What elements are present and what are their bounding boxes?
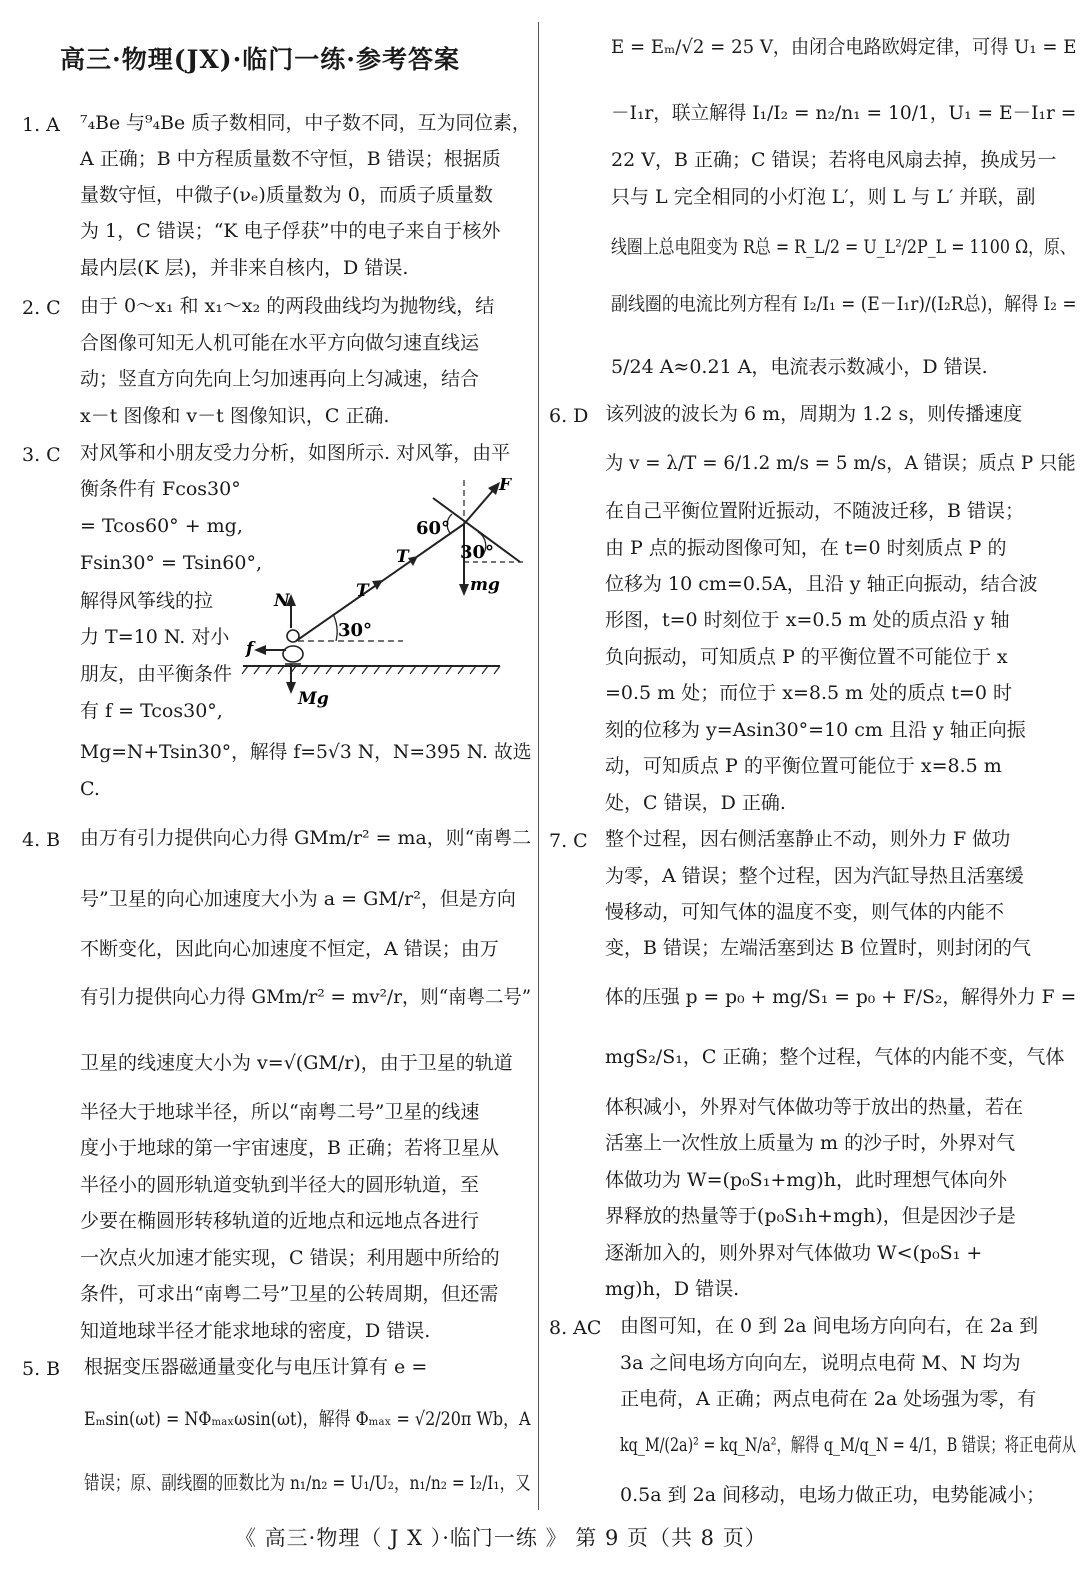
q8-line: 正电荷，A 正确；两点电荷在 2a 处场强为零，有 [620,1388,1037,1410]
q7-line: 整个过程，因右侧活塞静止不动，则外力 F 做功 [605,828,1011,850]
q7-line: 体的压强 p = p₀ + mg/S₁ = p₀ + F/S₂，解得外力 F = [605,986,1077,1008]
q2-line: x－t 图像和 v－t 图像知识，C 正确. [80,405,390,427]
q6-line: 在自己平衡位置附近振动，不随波迁移，B 错误； [605,500,1025,522]
force-Mg-arrowhead [286,682,296,694]
q8-line: 由图可知，在 0 到 2a 间电场方向向右，在 2a 到 [620,1315,1039,1337]
label-30deg-kite: 30° [460,542,495,563]
child-figure [283,630,303,664]
q6-line: 位移为 10 cm=0.5A，且沿 y 轴正向振动，结合波 [605,573,1038,595]
q1-line: 为 1，C 错误；“K 电子俘获”中的电子来自于核外 [80,220,501,242]
q4-line: 半径大于地球半径，所以“南粤二号”卫星的线速 [80,1101,480,1123]
q4-line: 少要在椭圆形转移轨道的近地点和远地点各进行 [80,1210,480,1232]
q1-line: ⁷₄Be 与⁹₄Be 质子数相同，中子数不同，互为同位素， [80,112,531,134]
q5-cont-line: 5/24 A≈0.21 A，电流表示数减小，D 错误. [611,356,988,378]
q6-line: 处，C 错误，D 正确. [605,792,786,814]
q5-cont-line: 副线圈的电流比列方程有 I₂/I₁ = (E－I₁r)/(I₂R总)，解得 I₂ = [611,293,1077,315]
q4-line: 知道地球半径才能求地球的密度，D 错误. [80,1320,431,1342]
q3-line: 解得风筝线的拉 [80,590,214,612]
q3-line: Fsin30° = Tsin60°, [80,552,262,574]
label-T-lower: T [356,581,369,601]
q8-number: 8. AC [549,1317,602,1339]
label-mg: mg [470,575,500,595]
q8-line: 3a 之间电场方向向左，说明点电荷 M、N 均为 [620,1352,1021,1374]
column-divider [538,22,539,1510]
q1-line: 量数守恒，中微子(νₑ)质量数为 0，而质子质量数 [80,184,493,206]
q6-line: 为 v = λ/T = 6/1.2 m/s = 5 m/s，A 错误；质点 P 只能 [605,452,1076,474]
ground-hatch [242,666,500,674]
q5-number: 5. B [22,1358,61,1380]
q4-line: 不断变化，因此向心加速度不恒定，A 错误；由万 [80,938,499,960]
q3-line: Mg=N+Tsin30°，解得 f=5√3 N，N=395 N. 故选 [80,741,532,763]
q7-line: 体积减小，外界对气体做功等于放出的热量，若在 [605,1096,1024,1118]
q4-line: 号”卫星的向心加速度大小为 a = GM/r²，但是方向 [80,888,516,910]
label-30deg-child: 30° [338,620,373,641]
q1-line: A 正确；B 中方程质量数不守恒，B 错误；根据质 [80,148,501,170]
q3-number: 3. C [22,444,61,466]
q6-line: =0.5 m 处；而位于 x=8.5 m 处的质点 t=0 时 [605,682,1012,704]
q4-line: 条件，可求出“南粤二号”卫星的公转周期，但还需 [80,1283,499,1305]
label-Mg: Mg [298,689,329,709]
q1-line: 最内层(K 层)，并非来自核内，D 错误. [80,257,409,279]
force-diagram [238,478,523,714]
q5-line: 错误；原、副线圈的匝数比为 n₁/n₂ = U₁/U₂，n₁/n₂ = I₂/I₁，又 [84,1472,531,1494]
q2-line: 合图像可知无人机可能在水平方向做匀速直线运 [80,332,480,354]
q7-line: 体做功为 W=(p₀S₁+mg)h，此时理想气体向外 [605,1169,1008,1191]
q3-line: 朋友，由平衡条件 [80,663,233,685]
q3-line: 力 T=10 N. 对小 [80,626,230,648]
q3-line: 有 f = Tcos30°, [80,700,223,722]
q7-line: 为零，A 错误；整个过程，因为汽缸导热且活塞缓 [605,865,1024,887]
page-title: 高三·物理(JX)·临门一练·参考答案 [60,45,460,74]
q7-line: 变，B 错误；左端活塞到达 B 位置时，则封闭的气 [605,937,1032,959]
q7-line: 逐渐加入的，则外界对气体做功 W<(p₀S₁ + [605,1242,983,1264]
angle-arc-30-child [333,614,337,641]
q8-line: kq_M/(2a)² = kq_N/a²，解得 q_M/q_N = 4/1，B 错误；将正电荷从 [620,1434,1077,1456]
page-footer: 《 高三·物理（ J X ）·临门一练 》 第 9 页（共 8 页） [235,1526,767,1550]
q7-line: 慢移动，可知气体的温度不变，则气体的内能不 [605,901,1005,923]
q5-cont-line: 22 V，B 正确；C 错误；若将电风扇去掉，换成另一 [611,149,1057,171]
q8-line: 0.5a 到 2a 间移动，电场力做正功，电势能减小； [620,1484,1046,1506]
q7-line: mg)h，D 错误. [605,1278,740,1300]
label-N: N [274,591,290,611]
q7-line: mgS₂/S₁，C 正确；整个过程，气体的内能不变，气体 [605,1046,1065,1068]
q1-number: 1. A [22,114,60,136]
q6-line: 负向振动，可知质点 P 的平衡位置不可能位于 x [605,646,1008,668]
force-F-line [464,487,496,524]
q6-line: 该列波的波长为 6 m，周期为 1.2 s，则传播速度 [605,403,1023,425]
q4-line: 有引力提供向心力得 GMm/r² = mv²/r，则“南粤二号” [80,986,532,1008]
q7-number: 7. C [549,830,588,852]
q5-cont-line: 线圈上总电阻变为 R总 = R_L/2 = U_L²/2P_L = 1100 Ω，原、 [611,236,1076,258]
q4-number: 4. B [22,829,61,851]
q2-line: 由于 0～x₁ 和 x₁～x₂ 的两段曲线均为抛物线，结 [80,295,495,317]
q4-line: 一次点火加速才能实现，C 错误；利用题中所给的 [80,1247,500,1269]
q5-cont-line: －I₁r，联立解得 I₁/I₂ = n₂/n₁ = 10/1，U₁ = E－I₁r = [611,102,1077,124]
q4-line: 卫星的线速度大小为 v=√(GM/r)，由于卫星的轨道 [80,1052,513,1074]
q6-number: 6. D [549,405,589,427]
label-60deg: 60° [416,518,451,539]
q3-line: 衡条件有 Fcos30° [80,478,241,500]
q5-line: 根据变压器磁通量变化与电压计算有 e = [84,1356,428,1378]
q6-line: 形图，t=0 时刻位于 x=0.5 m 处的质点沿 y 轴 [605,609,1010,631]
tension-arrow-2 [372,580,383,590]
q3-line: 对风筝和小朋友受力分析，如图所示. 对风筝，由平 [80,442,511,464]
q3-line: = Tcos60° + mg, [80,515,243,537]
label-F: F [499,478,512,495]
q4-line: 半径小的圆形轨道变轨到半径大的圆形轨道，至 [80,1174,480,1196]
q5-line: Eₘsin(ωt) = NΦₘₐₓωsin(ωt)，解得 Φₘₐₓ = √2/20π Wb，A [84,1408,531,1430]
force-mg-arrowhead [459,584,469,596]
q5-cont-line: 只与 L 完全相同的小灯泡 L′，则 L 与 L′ 并联，副 [611,186,1036,208]
q6-line: 由 P 点的振动图像可知，在 t=0 时刻质点 P 的 [605,537,1007,559]
q2-number: 2. C [22,297,61,319]
q4-line: 由万有引力提供向心力得 GMm/r² = ma，则“南粤二 [80,827,532,849]
q2-line: 动；竖直方向先向上匀加速再向上匀减速，结合 [80,368,480,390]
label-f: f [246,639,254,659]
label-T-upper: T [396,547,409,567]
q6-line: 动，可知质点 P 的平衡位置可能位于 x=8.5 m [605,755,1002,777]
q7-line: 界释放的热量等于(p₀S₁h+mgh)，但是因沙子是 [605,1205,1016,1227]
q3-line: C. [80,778,100,800]
q6-line: 刻的位移为 y=Asin30°=10 cm 且沿 y 轴正向振 [605,719,1026,741]
q7-line: 活塞上一次性放上质量为 m 的沙子时，外界对气 [605,1132,1016,1154]
q4-line: 度小于地球的第一宇宙速度，B 正确；若将卫星从 [80,1137,500,1159]
q5-cont-line: E = Eₘ/√2 = 25 V，由闭合电路欧姆定律，可得 U₁ = E [611,36,1077,58]
force-f-arrowhead [254,645,266,655]
